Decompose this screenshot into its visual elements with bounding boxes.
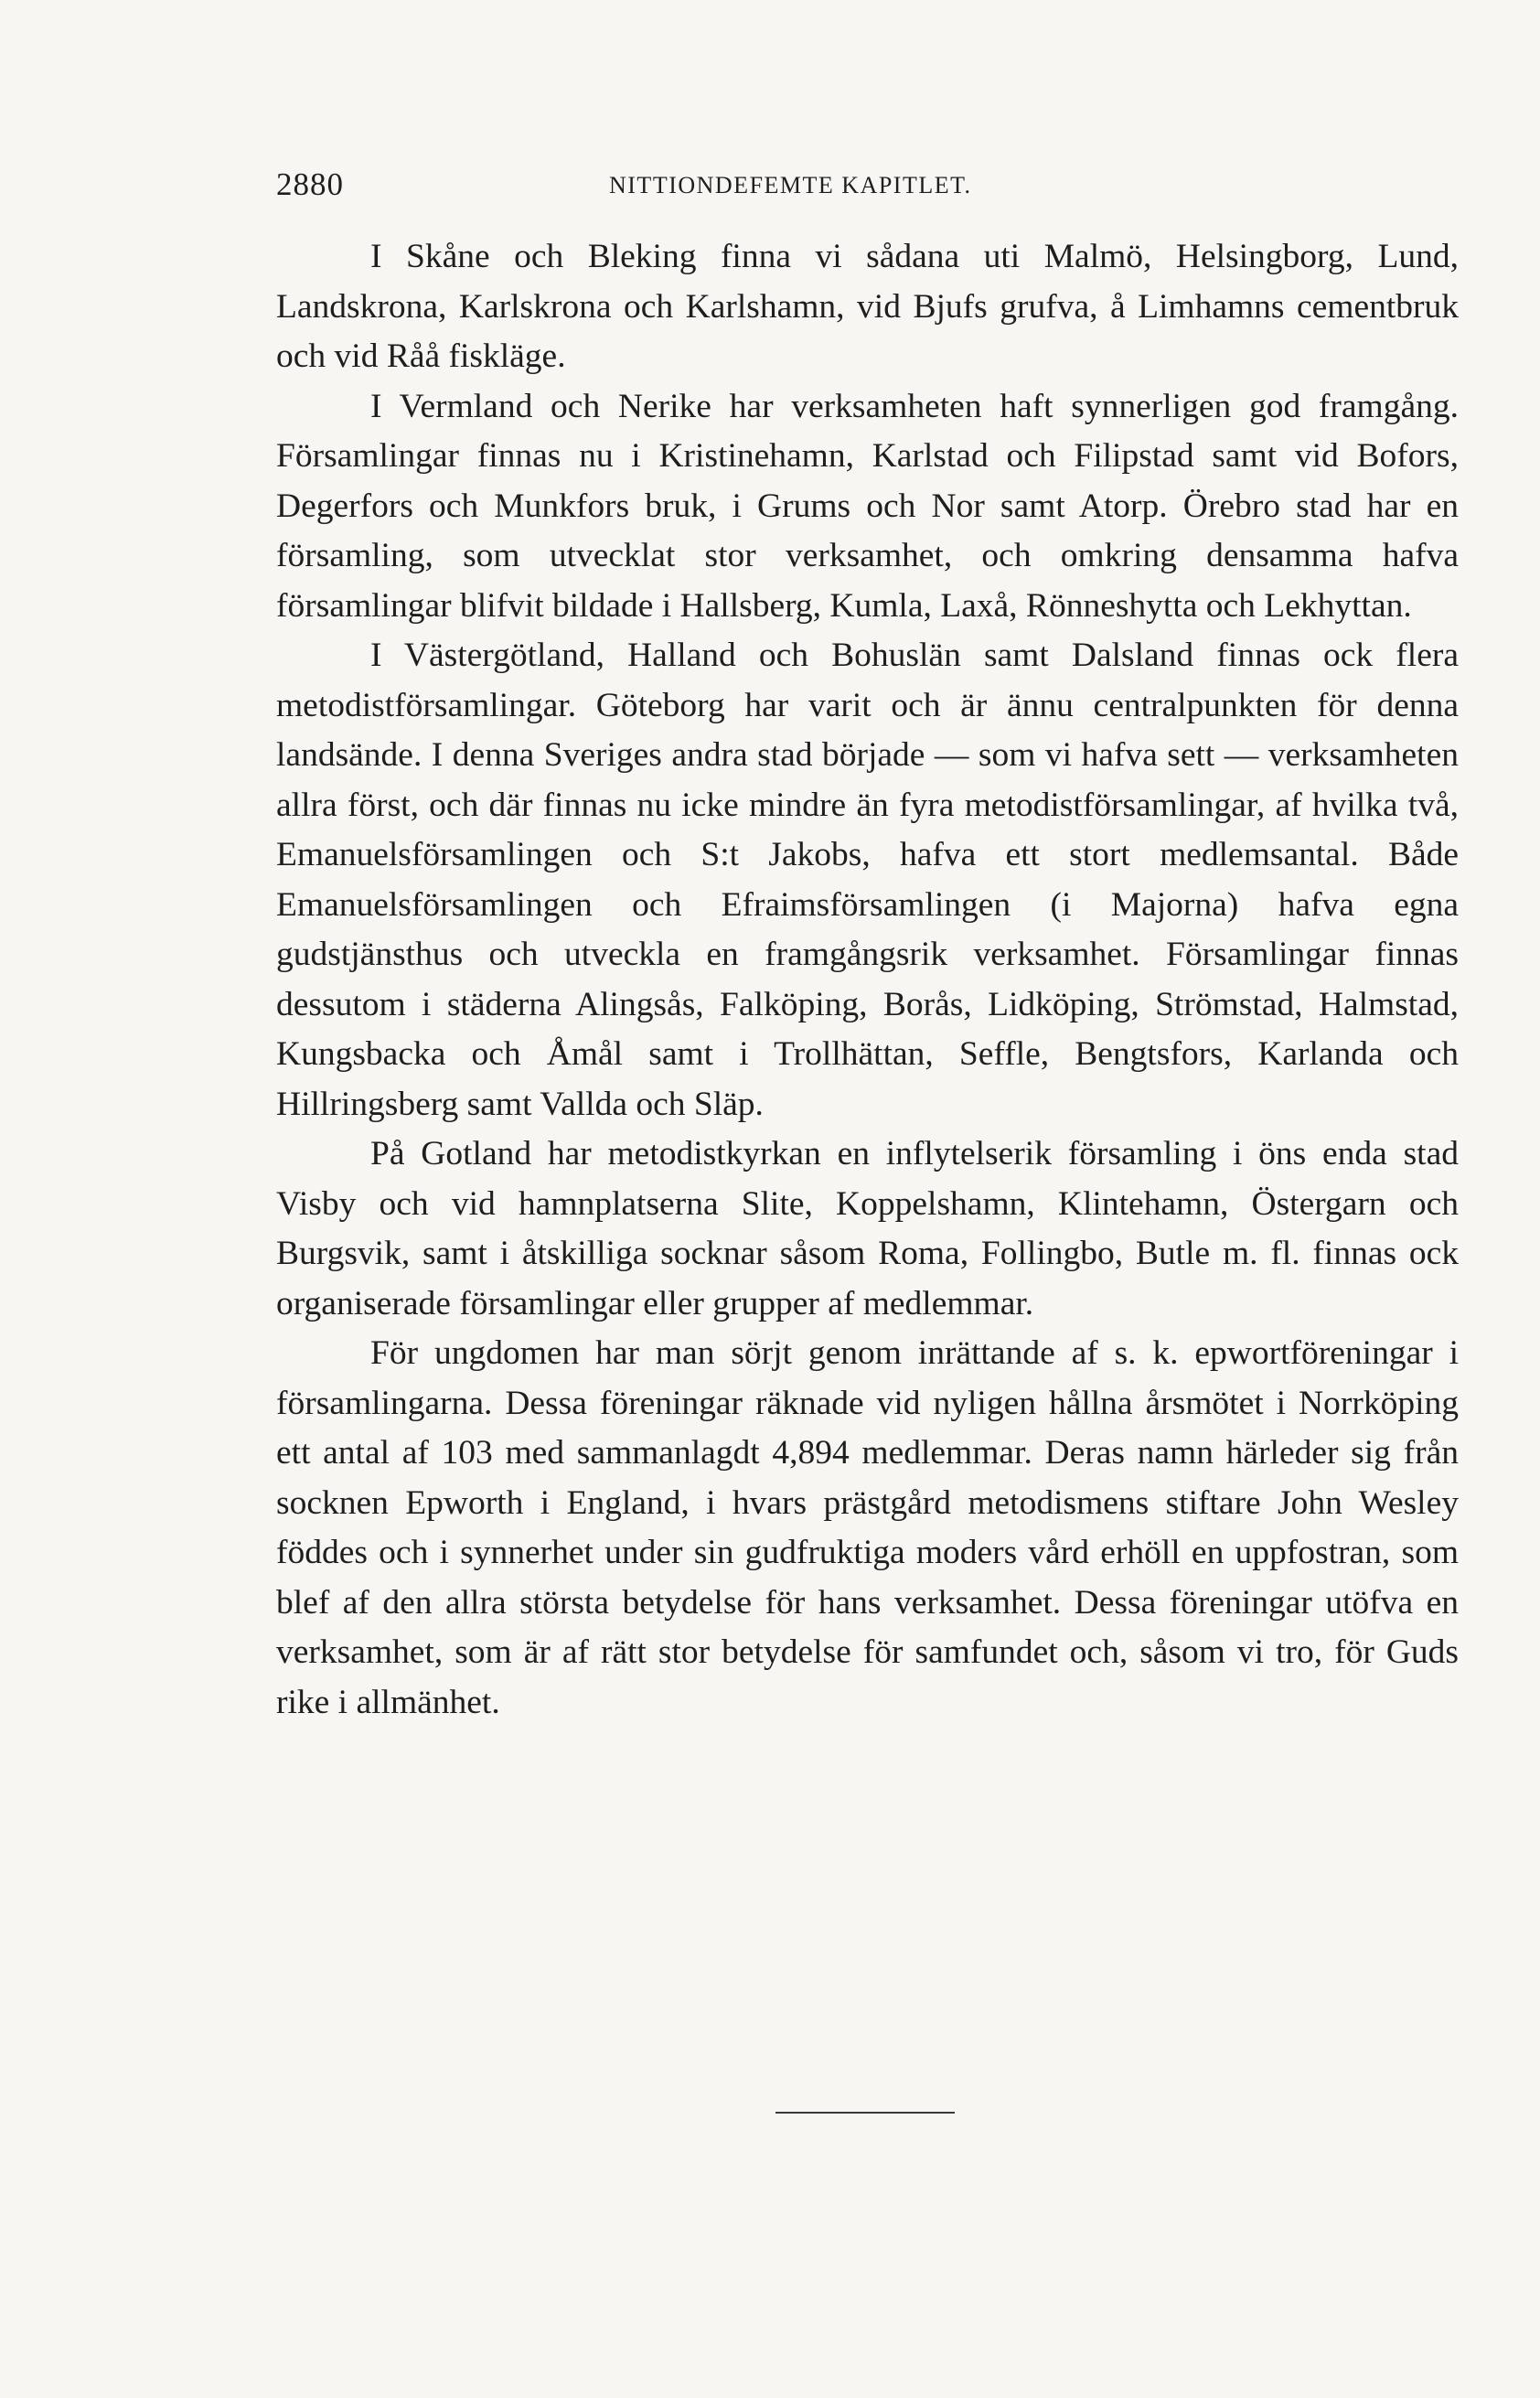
paragraph-ungdomen: För ungdomen har man sörjt genom inrättande af s. k. epwortföreningar i församlingarna. Dessa föreningar räknade vid nyligen hållna årsmötet i Norrköping ett antal af 103 med sammanlagdt 4,894 medlemmar. Deras namn härleder sig från socknen Epworth i England, i hvars prästgård metodismens stiftare John Wesley föddes och i synnerhet under sin gudfruktiga moders vård erhöll en uppfostran, som blef af den allra största betydelse för hans verksamhet. Dessa föreningar utöfva en verksamhet, som är af rätt stor betydelse för samfundet och, såsom vi tro, för Guds rike i allmänhet. <box>276 1334 1459 1721</box>
paragraph-gotland: På Gotland har metodistkyrkan en inflytelserik församling i öns enda stad Visby och vid hamnplatserna Slite, Koppelshamn, Klintehamn, Östergarn och Burgsvik, samt i åtskilliga socknar såsom Roma, Follingbo, Butle m. fl. finnas ock organiserade församlingar eller grupper af medlemmar. <box>276 1135 1459 1322</box>
page-number: 2880 <box>276 166 344 202</box>
paragraph-skane: I Skåne och Bleking finna vi sådana uti Malmö, Helsingborg, Lund, Landskrona, Karlskrona och Karlshamn, vid Bjufs grufva, å Limhamns cementbruk och vid Råå fiskläge. <box>276 238 1459 375</box>
paragraph-vermland: I Vermland och Nerike har verksamheten haft synnerligen god framgång. Församlingar finnas nu i Kristinehamn, Karlstad och Filipstad samt vid Bofors, Degerfors och Munkfors bruk, i Grums och Nor samt Atorp. Örebro stad har en församling, som utvecklat stor verksamhet, och omkring densamma hafva församlingar blifvit bildade i Hallsberg, Kumla, Laxå, Rönneshytta och Lekhyttan. <box>276 387 1459 625</box>
paragraph-vastergotland: I Västergötland, Halland och Bohuslän samt Dalsland finnas ock flera metodistförsamlingar. Göteborg har varit och är ännu centralpunkten för denna landsände. I denna Sveriges andra stad började — som vi hafva sett — verksamheten allra först, och där finnas nu icke mindre än fyra metodistförsamlingar, af hvilka två, Emanuelsförsamlingen och S:t Jakobs, hafva ett stort medlemsantal. Både Emanuelsförsamlingen och Efraimsförsamlingen (i Majorna) hafva egna gudstjänsthus och utveckla en framgångsrik verksamhet. Församlingar finnas dessutom i städerna Alingsås, Falköping, Borås, Lidköping, Strömstad, Halmstad, Kungsbacka och Åmål samt i Trollhättan, Seffle, Bengtsfors, Karlanda och Hillringsberg samt Vallda och Släp. <box>276 637 1459 1123</box>
running-head: NITTIONDEFEMTE KAPITLET. <box>609 172 972 198</box>
section-end-rule <box>775 2112 955 2114</box>
body-text <box>276 232 1459 1728</box>
page-header <box>276 166 1465 212</box>
